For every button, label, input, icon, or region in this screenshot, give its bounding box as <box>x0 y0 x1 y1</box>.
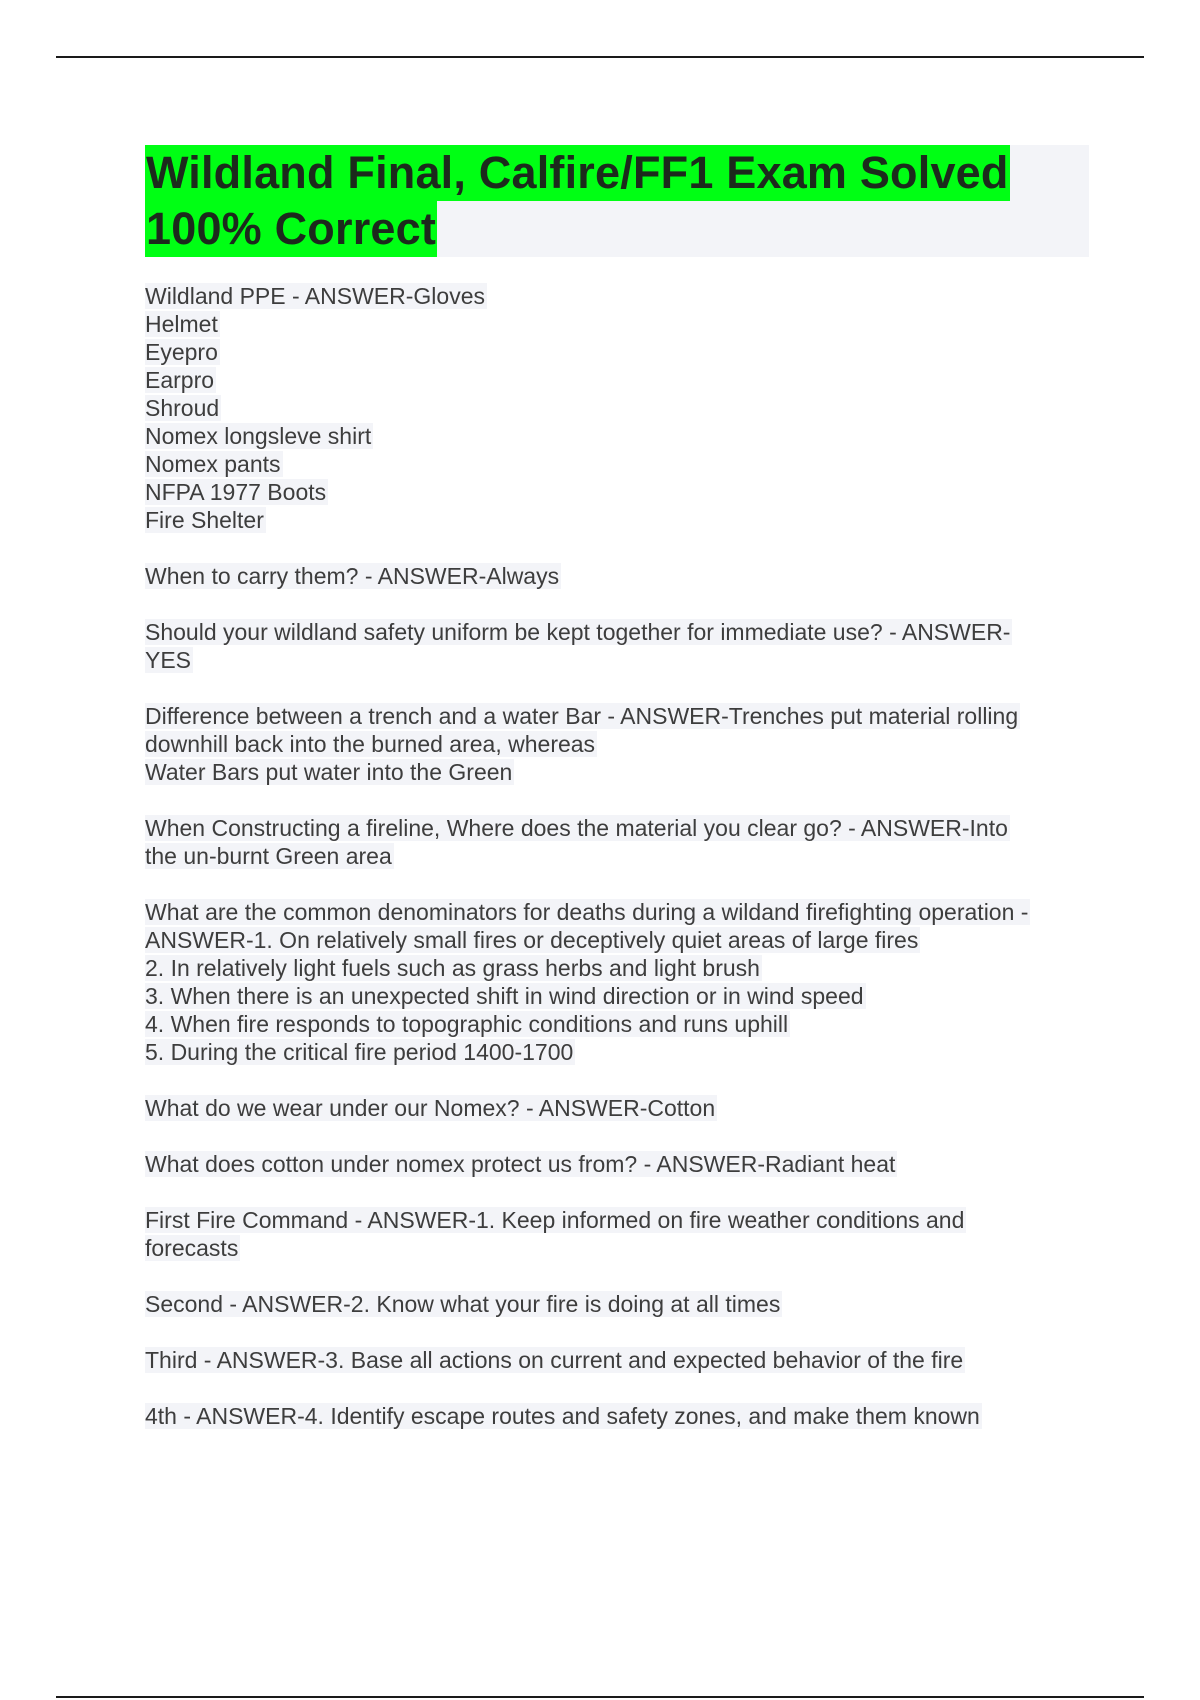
block-spacer <box>145 1374 1089 1402</box>
qa-block <box>145 702 1089 786</box>
qa-block <box>145 618 1089 674</box>
qa-text: When to carry them? - ANSWER-Always <box>145 563 560 589</box>
block-spacer <box>145 786 1089 814</box>
qa-line <box>145 1010 1089 1038</box>
qa-text: What do we wear under our Nomex? - ANSWER-Cotton <box>145 1095 716 1121</box>
qa-line <box>145 1402 1089 1430</box>
qa-text: Eyepro <box>145 339 218 365</box>
qa-text: NFPA 1977 Boots <box>145 479 327 505</box>
qa-text: 5. During the critical fire period 1400-1700 <box>145 1039 574 1065</box>
qa-text: ANSWER-1. On relatively small fires or deceptively quiet areas of large fires <box>145 927 919 953</box>
title-line-2: 100% Correct <box>145 201 437 257</box>
qa-text: 4. When fire responds to topographic conditions and runs uphill <box>145 1011 789 1037</box>
qa-text: forecasts <box>145 1235 239 1261</box>
qa-text: Difference between a trench and a water Bar - ANSWER-Trenches put material rolling <box>145 703 1019 729</box>
qa-text: When Constructing a fireline, Where does the material you clear go? - ANSWER-Into <box>145 815 1008 841</box>
qa-text: Nomex longsleve shirt <box>145 423 372 449</box>
title-line-1: Wildland Final, Calfire/FF1 Exam Solved <box>145 145 1010 201</box>
qa-block <box>145 1346 1089 1374</box>
qa-text: downhill back into the burned area, whereas <box>145 731 596 757</box>
qa-block <box>145 1402 1089 1430</box>
qa-block <box>145 562 1089 590</box>
qa-text: Earpro <box>145 367 215 393</box>
qa-line <box>145 814 1089 842</box>
qa-line <box>145 702 1089 730</box>
footer-rule <box>56 1696 1144 1698</box>
qa-line <box>145 310 1089 338</box>
qa-line <box>145 1150 1089 1178</box>
qa-line <box>145 1038 1089 1066</box>
qa-line <box>145 282 1089 310</box>
qa-block <box>145 1094 1089 1122</box>
block-spacer <box>145 1178 1089 1206</box>
block-spacer <box>145 870 1089 898</box>
qa-block <box>145 1206 1089 1262</box>
qa-text: Nomex pants <box>145 451 281 477</box>
qa-line <box>145 1290 1089 1318</box>
qa-block <box>145 1290 1089 1318</box>
block-spacer <box>145 1122 1089 1150</box>
qa-line <box>145 562 1089 590</box>
qa-block <box>145 814 1089 870</box>
block-spacer <box>145 1318 1089 1346</box>
qa-line <box>145 1234 1089 1262</box>
qa-line <box>145 394 1089 422</box>
qa-line <box>145 926 1089 954</box>
qa-text: Shroud <box>145 395 220 421</box>
qa-line <box>145 954 1089 982</box>
qa-line <box>145 618 1089 646</box>
qa-text: First Fire Command - ANSWER-1. Keep informed on fire weather conditions and <box>145 1207 965 1233</box>
qa-line <box>145 1346 1089 1374</box>
qa-line <box>145 730 1089 758</box>
block-spacer <box>145 590 1089 618</box>
qa-text: YES <box>145 647 192 673</box>
qa-text: Wildland PPE - ANSWER-Gloves <box>145 283 485 309</box>
qa-block <box>145 282 1089 534</box>
qa-text: the un-burnt Green area <box>145 843 392 869</box>
block-spacer <box>145 1066 1089 1094</box>
qa-line <box>145 366 1089 394</box>
block-spacer <box>145 674 1089 702</box>
qa-text: 4th - ANSWER-4. Identify escape routes and safety zones, and make them known <box>145 1403 980 1429</box>
qa-line <box>145 842 1089 870</box>
qa-text: Second - ANSWER-2. Know what your fire is doing at all times <box>145 1291 781 1317</box>
qa-text: Third - ANSWER-3. Base all actions on current and expected behavior of the fire <box>145 1347 964 1373</box>
block-spacer <box>145 534 1089 562</box>
qa-line <box>145 758 1089 786</box>
qa-line <box>145 1206 1089 1234</box>
qa-line <box>145 450 1089 478</box>
qa-block <box>145 898 1089 1066</box>
qa-text: What are the common denominators for deaths during a wildand firefighting operation - <box>145 899 1029 925</box>
qa-text: Water Bars put water into the Green <box>145 759 513 785</box>
qa-text: Fire Shelter <box>145 507 264 533</box>
document-title <box>145 145 1089 257</box>
qa-line <box>145 646 1089 674</box>
qa-text: Should your wildland safety uniform be kept together for immediate use? - ANSWER- <box>145 619 1011 645</box>
qa-text: 3. When there is an unexpected shift in wind direction or in wind speed <box>145 983 864 1009</box>
qa-line <box>145 1094 1089 1122</box>
qa-line <box>145 478 1089 506</box>
qa-line <box>145 982 1089 1010</box>
qa-line <box>145 422 1089 450</box>
qa-line <box>145 898 1089 926</box>
qa-text: 2. In relatively light fuels such as grass herbs and light brush <box>145 955 760 981</box>
qa-text: Helmet <box>145 311 218 337</box>
qa-block <box>145 1150 1089 1178</box>
qa-text: What does cotton under nomex protect us from? - ANSWER-Radiant heat <box>145 1151 896 1177</box>
qa-line <box>145 506 1089 534</box>
qa-line <box>145 338 1089 366</box>
qa-content <box>145 282 1089 1430</box>
header-rule <box>56 56 1144 58</box>
block-spacer <box>145 1262 1089 1290</box>
